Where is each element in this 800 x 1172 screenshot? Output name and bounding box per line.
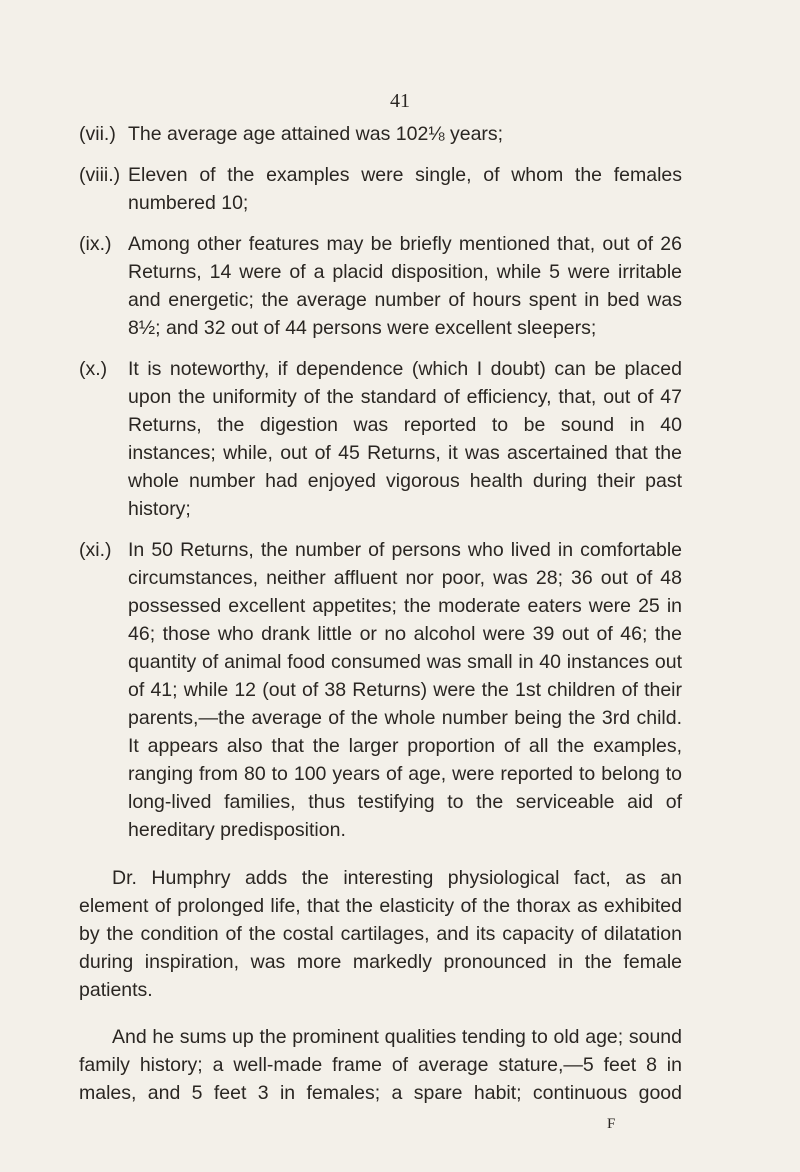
text-body — [0, 120, 800, 1107]
item-label: (xi.) — [79, 539, 112, 561]
list-item-x — [79, 355, 682, 523]
list-item-xi — [79, 536, 682, 844]
signature-mark: F — [607, 1116, 616, 1132]
item-text: In 50 Returns, the number of persons who lived in comfortable circumstances, neither affluent nor poor, was 28; 36 out of 48 possessed excellent appetites; the moderate eaters were 25 in 46; those who drank little or no alcohol were 39 out of 46; the quantity of animal food consumed was small in 40 instances out of 41; while 12 (out of 38 Returns) were the 1st children of their parents,—the average of the whole number being the 3rd child. It appears also that the larger proportion of all the examples, ranging from 80 to 100 years of age, were reported to belong to long-lived families, thus testifying to the serviceable aid of hereditary predisposition. — [128, 539, 682, 841]
paragraph-summary: And he sums up the prominent qualities tending to old age; sound family history; a well-made frame of average stature,—5 feet 8 in males, and 5 feet 3 in females; a spare habit; continuous good — [79, 1026, 682, 1104]
item-text: The average age attained was 102⅛ years; — [128, 123, 504, 145]
item-label: (ix.) — [79, 233, 112, 255]
item-text: Eleven of the examples were single, of whom the females numbered 10; — [128, 164, 682, 214]
list-item-vii — [79, 120, 682, 148]
item-text: Among other features may be briefly mentioned that, out of 26 Returns, 14 were of a placid disposition, while 5 were irritable and energetic; the average number of hours spent in bed was 8½; and 32 out of 44 persons were excellent sleepers; — [128, 233, 682, 339]
item-label: (x.) — [79, 358, 108, 380]
page-number: 41 — [390, 90, 410, 112]
paragraph-humphry: Dr. Humphry adds the interesting physiological fact, as an element of prolonged life, that the elasticity of the thorax as exhibited by the condition of the costal cartilages, and its capacity of dilatation during inspiration, was more markedly pronounced in the female patients. — [79, 866, 682, 1001]
item-text: It is noteworthy, if dependence (which I doubt) can be placed upon the uniformity of the standard of efficiency, that, out of 47 Returns, the digestion was reported to be sound in 40 instances; while, out of 45 Returns, it was ascertained that the whole number had enjoyed vigorous health during their past history; — [128, 358, 682, 520]
item-label: (vii.) — [79, 123, 116, 145]
list-item-viii — [79, 161, 682, 217]
item-label: (viii.) — [79, 164, 121, 186]
list-item-ix — [79, 230, 682, 342]
